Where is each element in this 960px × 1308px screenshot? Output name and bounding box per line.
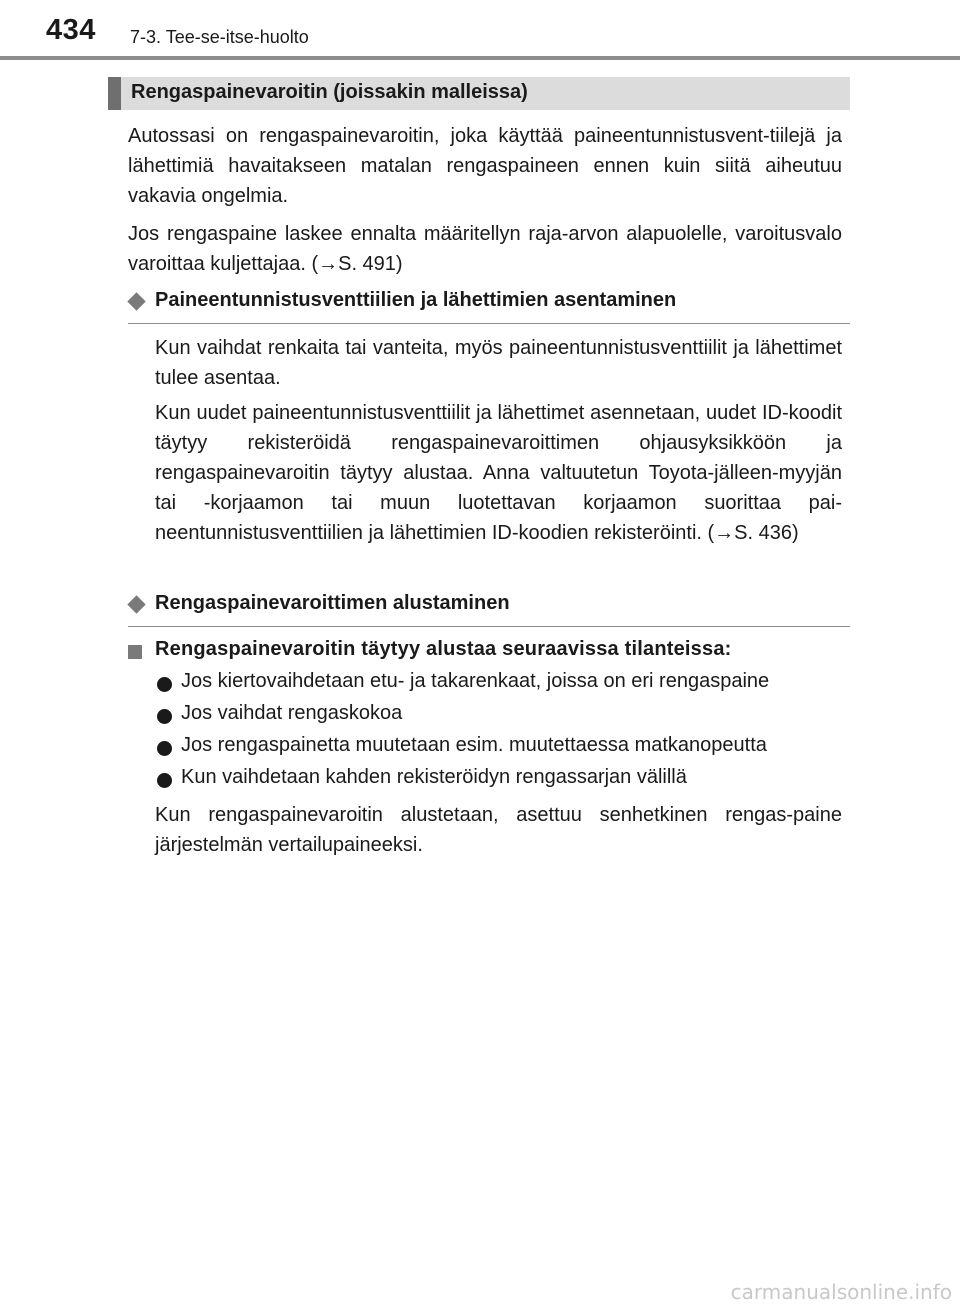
page-number: 434: [46, 14, 96, 46]
diamond-bullet-icon: [127, 292, 145, 310]
bullet-dot-icon: [157, 709, 172, 724]
diamond-bullet-icon: [127, 595, 145, 613]
initialization-closing: Kun rengaspainevaroitin alustetaan, asettuu senhetkinen rengas-paine järjestelmän vertailupaineeksi.: [155, 804, 842, 856]
intro-paragraph-1: Autossasi on rengaspainevaroitin, joka käyttää paineentunnistusvent-tiilejä ja lähettimiä havaitakseen matalan rengaspaineen ennen kuin siitä aiheutuu vakavia ongelmia.: [128, 125, 842, 207]
list-item-text: Jos vaihdat rengaskokoa: [181, 702, 403, 724]
header-rule: [0, 56, 960, 60]
installation-paragraph-2: Kun uudet paineentunnistusventtiilit ja lähettimet asennetaan, uudet ID-koodit täytyy rekisteröidä rengaspainevaroittimen ohjausyksikköön ja rengaspainevaroitin täytyy alustaa. Anna valtuutetun Toyota-jälleen-myyjän tai -korjaamon tai muun luotettavan korjaamon suorittaa pai-neentunnistusventtiilien ja lähettimien ID-koodien rekisteröinti. (→S. 436): [155, 402, 842, 544]
list-item: [155, 766, 855, 796]
initialization-subheading: [128, 638, 848, 668]
chapter-title: 7-3. Tee-se-itse-huolto: [130, 27, 309, 47]
initialization-heading: [128, 592, 850, 627]
intro-paragraph-2: Jos rengaspaine laskee ennalta määritellyn raja-arvon alapuolelle, varoitusvalo varoittaa kuljettajaa. (→S. 491): [128, 223, 842, 275]
page-header: [0, 0, 960, 66]
square-bullet-icon: [128, 645, 142, 659]
initialization-heading-label: Rengaspainevaroittimen alustaminen: [155, 592, 510, 614]
list-item: [155, 702, 855, 732]
section-title-bar: [108, 77, 850, 110]
bullet-dot-icon: [157, 677, 172, 692]
watermark: carmanualsonline.info: [730, 1280, 952, 1304]
list-item-text: Kun vaihdetaan kahden rekisteröidyn rengassarjan välillä: [181, 766, 687, 788]
installation-heading-label: Paineentunnistusventtiilien ja lähettimien asentaminen: [155, 289, 677, 311]
list-item-text: Jos rengaspainetta muutetaan esim. muutettaessa matkanopeutta: [181, 734, 767, 756]
bullet-dot-icon: [157, 773, 172, 788]
list-item: [155, 734, 855, 764]
installation-heading: [128, 289, 850, 324]
list-item: [155, 670, 855, 700]
bullet-dot-icon: [157, 741, 172, 756]
installation-paragraph-1: Kun vaihdat renkaita tai vanteita, myös paineentunnistusventtiilit ja lähettimet tulee asentaa.: [155, 337, 842, 389]
list-item-text: Jos kiertovaihdetaan etu- ja takarenkaat, joissa on eri rengaspaine: [181, 670, 770, 692]
section-title: Rengaspainevaroitin (joissakin malleissa): [131, 81, 528, 103]
initialization-subheading-label: Rengaspainevaroitin täytyy alustaa seuraavissa tilanteissa:: [155, 638, 732, 660]
